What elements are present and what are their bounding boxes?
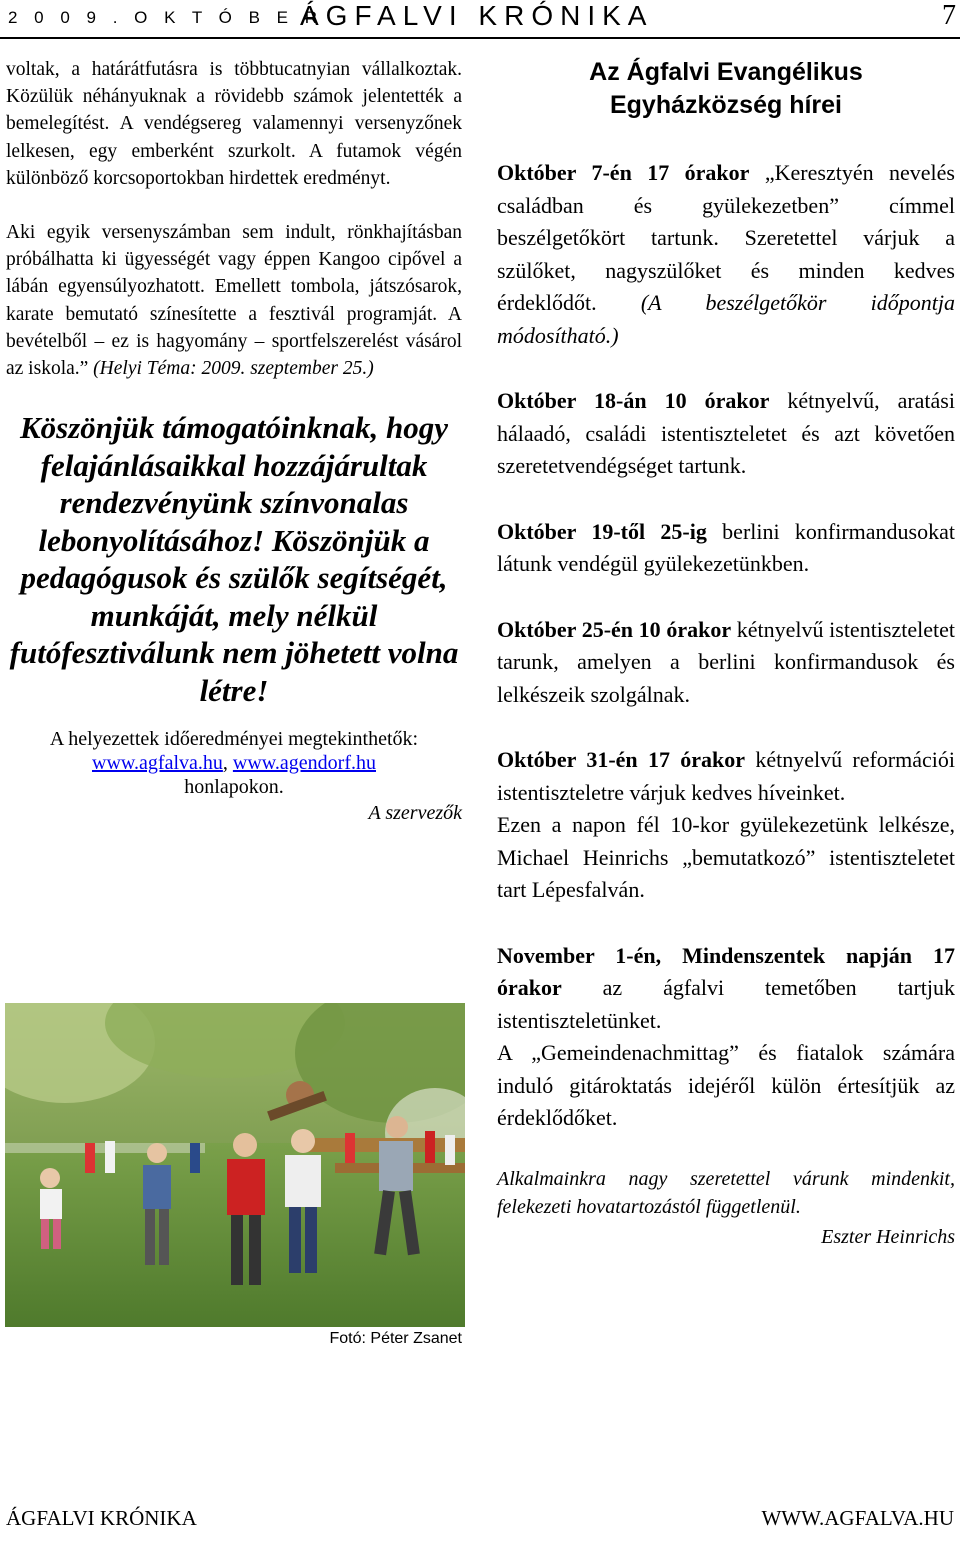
photo-caption: Fotó: Péter Zsanet bbox=[329, 1330, 462, 1347]
article-source: (Helyi Téma: 2009. szeptember 25.) bbox=[93, 358, 374, 380]
article-paragraph-1: voltak, a határátfutásra is többtucatnyian vállalkoztak. Közülük néhányuknak a rövidebb számok jelentették a bemelegítést. A vendégsereg valamennyi versenyzőnek lelkesen, egy emberként szurkolt. A futamok végén különböző korcsoportokban hirdettek eredményt. bbox=[6, 59, 462, 189]
header-rule bbox=[0, 37, 960, 39]
article-paragraph-2: Aki egyik versenyszámban sem indult, rönkhajításban próbálhatta ki ügyességét vagy éppen Kangoo cipővel a lábán egyensúlyozhatott. Emellett tombola, játszósarok, karate bemutató színesítette a fesztivál programját. A bevételből – ez is hagyomány – sportfelszerelést vásárol az iskola.” (Helyi Téma: 2009. szeptember 25.) bbox=[6, 222, 462, 380]
author-signature: Eszter Heinrichs bbox=[821, 1225, 955, 1248]
invitation-note: Alkalmainkra nagy szeretettel várunk mindenkit, felekezeti hovatartozástól függetlenül. bbox=[497, 1167, 955, 1218]
church-news-title-line-1: Az Ágfalvi Evangélikus bbox=[589, 58, 863, 86]
event-oct-31: Október 31-én 17 órakor kétnyelvű reformációi istentiszteletre várjuk kedves híveinket. bbox=[497, 747, 955, 805]
event-oct-7: Október 7-én 17 órakor „Keresztyén nevelés családban és gyülekezetben” címmel beszélgetőkört tartunk. Szeretettel várjuk a szülőket, nagyszülőket és minden kedves érdeklődőt. (A beszélgetőkör időpontja módosítható.) bbox=[497, 160, 955, 348]
thanks-message: Köszönjük támogatóinknak, hogy felajánlásaikkal hozzájárultak rendezvényünk színvonalas lebonyolításához! Köszönjük a pedagógusok és szülők segítségét, munkáját, mely nélkül futófesztiválunk nem jöhetett volna létre! bbox=[9, 410, 459, 708]
left-column bbox=[6, 56, 462, 825]
event-nov-1-extra: A „Gemeindenachmittag” és fiatalok számára induló gitároktatás idejéről külön értesítjük az érdeklődőket. bbox=[497, 1040, 955, 1130]
festival-photo-image bbox=[5, 1003, 465, 1327]
link-separator: , bbox=[222, 752, 233, 775]
agfalva-link[interactable]: www.agfalva.hu bbox=[92, 752, 223, 775]
results-note bbox=[6, 727, 462, 799]
organizers-signature: A szervezők bbox=[368, 802, 462, 825]
church-news-heading bbox=[497, 56, 955, 122]
issue-date: 2 0 0 9 . O K T Ó B E R bbox=[8, 8, 324, 27]
event-oct-31-extra: Ezen a napon fél 10-kor gyülekezetünk lelkésze, Michael Heinrichs „bemutatkozó” istentiszteletet tart Lépesfalván. bbox=[497, 812, 955, 902]
results-tail: honlapokon. bbox=[184, 776, 284, 799]
event-nov-1: November 1-én, Mindenszentek napján 17 órakor az ágfalvi temetőben tartjuk istentiszteletünket. bbox=[497, 942, 955, 1033]
footer-url[interactable]: WWW.AGFALVA.HU bbox=[761, 1506, 954, 1530]
festival-photo bbox=[5, 1003, 465, 1327]
church-news-title-line-2: Egyházközség hírei bbox=[609, 91, 843, 119]
right-column bbox=[497, 56, 955, 1251]
newspaper-title: ÁGFALVI KRÓNIKA bbox=[300, 0, 654, 31]
event-oct-18: Október 18-án 10 órakor kétnyelvű, aratási hálaadó, családi istentiszteletet és azt követően szeretetvendégséget tartunk. bbox=[497, 388, 955, 478]
results-text: A helyezettek időeredményei megtekinthetők: bbox=[49, 728, 419, 751]
event-oct-19-25: Október 19-től 25-ig berlini konfirmandusokat látunk vendégül gyülekezetünkben. bbox=[497, 518, 955, 576]
event-oct-25: Október 25-én 10 órakor kétnyelvű istentiszteletet tarunk, amelyen a berlini konfirmandusok és lelkészeik szolgálnak. bbox=[497, 616, 955, 707]
page-number: 7 bbox=[942, 0, 956, 31]
footer-title: ÁGFALVI KRÓNIKA bbox=[6, 1506, 197, 1530]
page-header bbox=[0, 0, 960, 44]
agendorf-link[interactable]: www.agendorf.hu bbox=[232, 752, 376, 775]
